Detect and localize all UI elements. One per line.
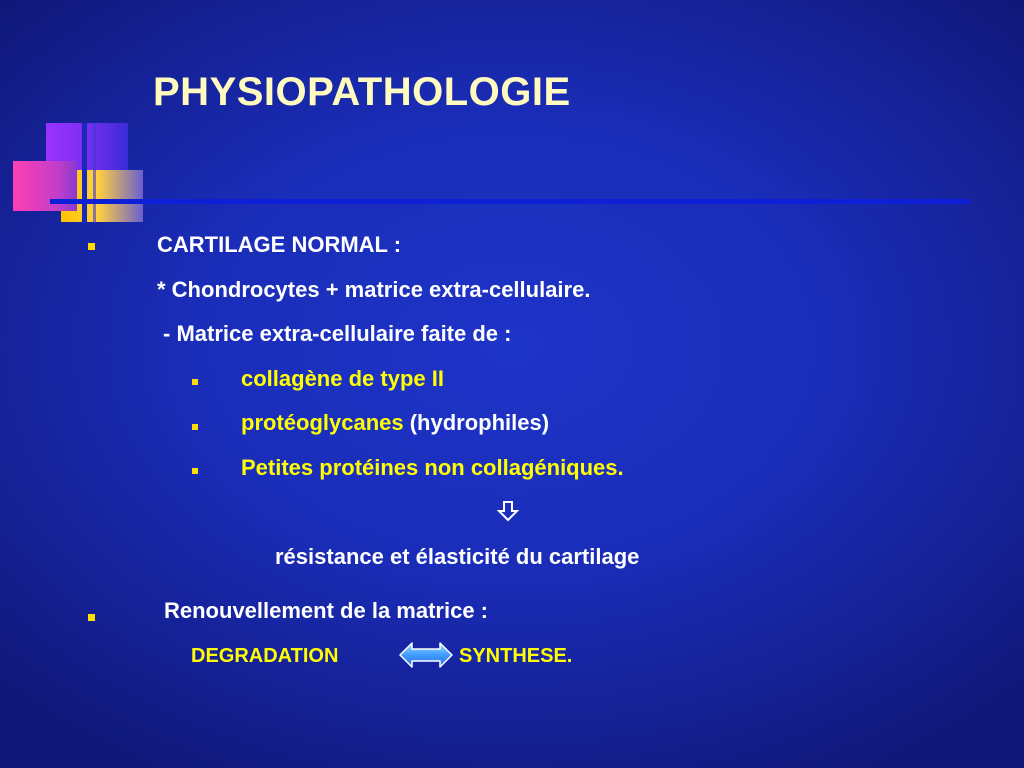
decor-vertical-line bbox=[82, 123, 87, 223]
section-heading-cartilage: CARTILAGE NORMAL : bbox=[157, 232, 402, 257]
list-item bbox=[241, 366, 444, 392]
list-item-highlight: protéoglycanes bbox=[241, 410, 404, 435]
text-matrice: - Matrice extra-cellulaire faite de : bbox=[163, 321, 512, 346]
text-synthese: SYNTHESE. bbox=[459, 645, 573, 667]
list-item-rest: (hydrophiles) bbox=[403, 410, 550, 435]
text-result: résistance et élasticité du cartilage bbox=[275, 544, 640, 569]
bullet-icon bbox=[192, 379, 198, 385]
slide-title: PHYSIOPATHOLOGIE bbox=[153, 70, 571, 114]
bullet-icon bbox=[88, 614, 95, 621]
decor-vertical-line-2 bbox=[93, 123, 96, 223]
text-degradation: DEGRADATION bbox=[191, 645, 339, 667]
bullet-icon bbox=[192, 468, 198, 474]
bullet-icon bbox=[192, 424, 198, 430]
section-heading-renouvellement: Renouvellement de la matrice : bbox=[164, 598, 488, 623]
list-item-highlight: collagène de type II bbox=[241, 366, 444, 391]
title-divider-line bbox=[50, 199, 970, 204]
text-chondrocytes: * Chondrocytes + matrice extra-cellulaire. bbox=[157, 277, 591, 302]
list-item bbox=[241, 410, 549, 436]
list-item-highlight: Petites protéines non collagéniques. bbox=[241, 455, 624, 480]
bullet-icon bbox=[88, 243, 95, 250]
list-item bbox=[241, 455, 624, 481]
down-arrow-icon bbox=[497, 500, 519, 522]
double-arrow-icon bbox=[399, 641, 453, 669]
